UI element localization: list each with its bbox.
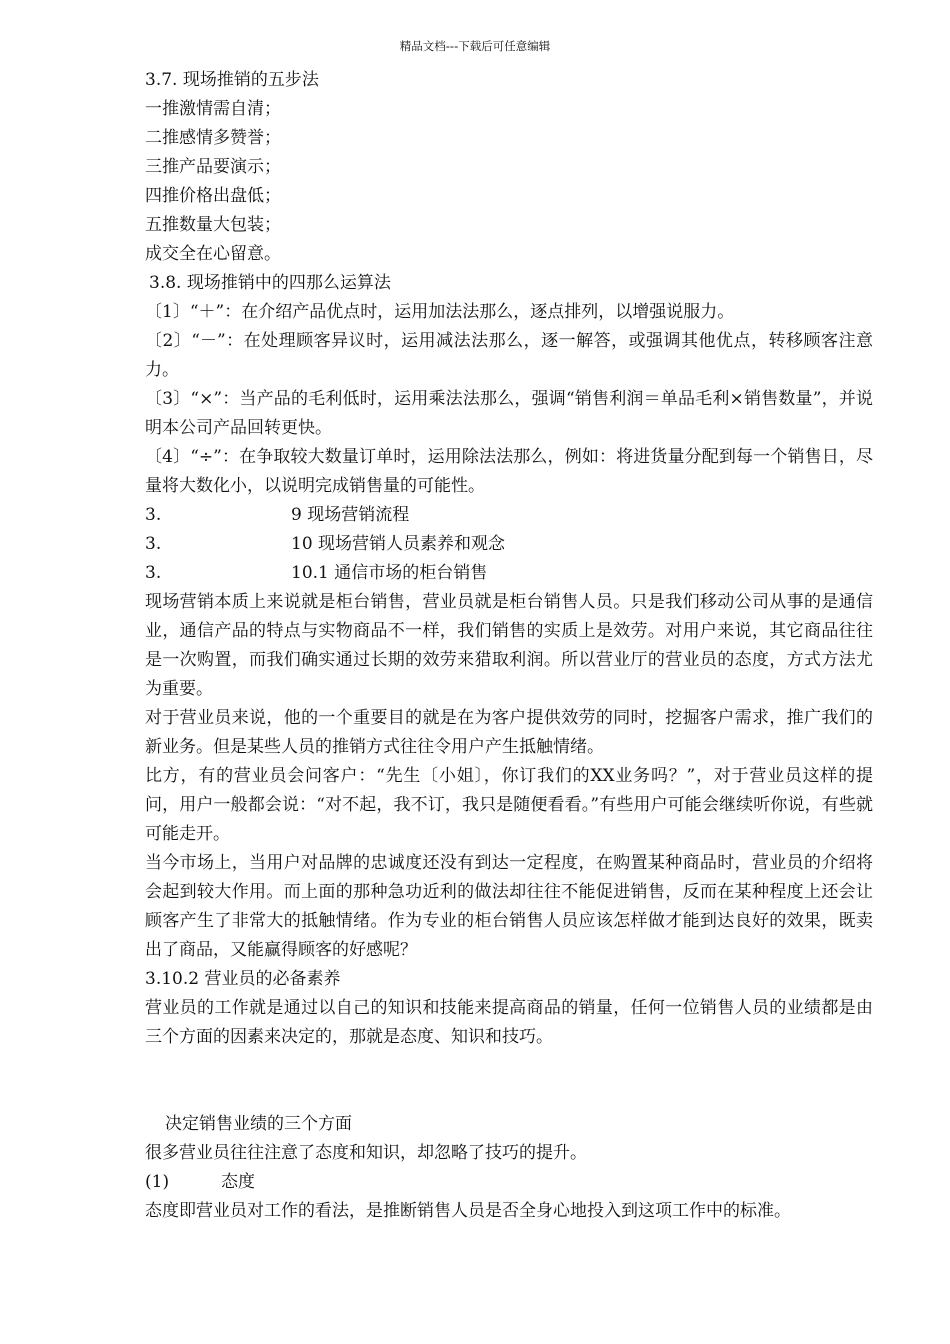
body-paragraph: 比方，有的营业员会问客户：“先生〔小姐〕，你订我们的XX业务吗？”，对于营业员这样的提问，用户一般都会说：“对不起，我不订，我只是随便看看。”有些用户可能会继续听你说，有些就可能走开。 <box>145 766 873 844</box>
step-line: 五推数量大包装； <box>145 215 281 235</box>
body-paragraph: 对于营业员来说，他的一个重要目的就是在为客户提供效劳的同时，挖掘客户需求，推广我们的新业务。但是某些人员的推销方式往往令用户产生抵触情绪。 <box>145 708 873 757</box>
section-heading-3-7: 3.7. 现场推销的五步法 <box>145 70 319 90</box>
rule-paragraph: 〔2〕“－”：在处理顾客异议时，运用减法法那么，逐一解答，或强调其他优点，转移顾客注意力。 <box>145 331 873 380</box>
list-number: (1) <box>145 1172 170 1192</box>
toc-text: 9 现场营销流程 <box>291 505 410 525</box>
body-paragraph: 态度即营业员对工作的看法，是推断销售人员是否全身心地投入到这项工作中的标准。 <box>145 1201 791 1221</box>
rule-paragraph: 〔4〕“÷”：在争取较大数量订单时，运用除法法那么，例如：将进货量分配到每一个销售日，尽量将大数化小，以说明完成销售量的可能性。 <box>145 447 873 496</box>
page-header: 精品文档---下载后可任意编辑 <box>399 39 551 53</box>
step-line: 四推价格出盘低； <box>145 186 281 206</box>
step-line: 成交全在心留意。 <box>145 244 281 264</box>
toc-number: 3. <box>145 563 162 583</box>
toc-text: 10.1 通信市场的柜台销售 <box>291 563 488 583</box>
body-paragraph: 很多营业员往往注意了态度和知识，却忽略了技巧的提升。 <box>145 1143 587 1163</box>
toc-text: 10 现场营销人员素养和观念 <box>291 534 506 554</box>
list-text: 态度 <box>221 1172 255 1192</box>
step-line: 二推感情多赞誉； <box>145 128 281 148</box>
toc-line <box>145 501 873 530</box>
body-paragraph: 当今市场上，当用户对品牌的忠诚度还没有到达一定程度，在购置某种商品时，营业员的介绍将会起到较大作用。而上面的那种急功近利的做法却往往不能促进销售，反而在某种程度上还会让顾客产生了非常大的抵触情绪。作为专业的柜台销售人员应该怎样做才能到达良好的效果，既卖出了商品，又能赢得顾客的好感呢？ <box>145 853 873 960</box>
step-line: 一推激情需自清； <box>145 99 281 119</box>
rule-paragraph: 〔3〕“×”：当产品的毛利低时，运用乘法法那么，强调“销售利润＝单品毛利×销售数量”，并说明本公司产品回转更快。 <box>145 389 873 438</box>
toc-number: 3. <box>145 505 162 525</box>
list-item <box>145 1168 873 1197</box>
section-heading-3-8: 3.8. 现场推销中的四那么运算法 <box>149 273 391 293</box>
body-paragraph: 营业员的工作就是通过以自己的知识和技能来提高商品的销量，任何一位销售人员的业绩都是由三个方面的因素来决定的，那就是态度、知识和技巧。 <box>145 998 873 1047</box>
body-paragraph: 现场营销本质上来说就是柜台销售，营业员就是柜台销售人员。只是我们移动公司从事的是通信业，通信产品的特点与实物商品不一样，我们销售的实质上是效劳。对用户来说，其它商品往往是一次购置，而我们确实通过长期的效劳来猎取利润。所以营业厅的营业员的态度，方式方法尤为重要。 <box>145 592 873 699</box>
blank-gap <box>145 1052 873 1110</box>
section-heading-3-10-2: 3.10.2 营业员的必备素养 <box>145 969 341 989</box>
toc-line <box>145 530 873 559</box>
toc-number: 3. <box>145 534 162 554</box>
rule-paragraph: 〔1〕“＋”：在介绍产品优点时，运用加法法那么，逐点排列，以增强说服力。 <box>145 302 735 322</box>
document-body <box>145 66 873 1226</box>
subsection-title: 决定销售业绩的三个方面 <box>165 1114 352 1134</box>
step-line: 三推产品要演示； <box>145 157 281 177</box>
toc-line <box>145 559 873 588</box>
